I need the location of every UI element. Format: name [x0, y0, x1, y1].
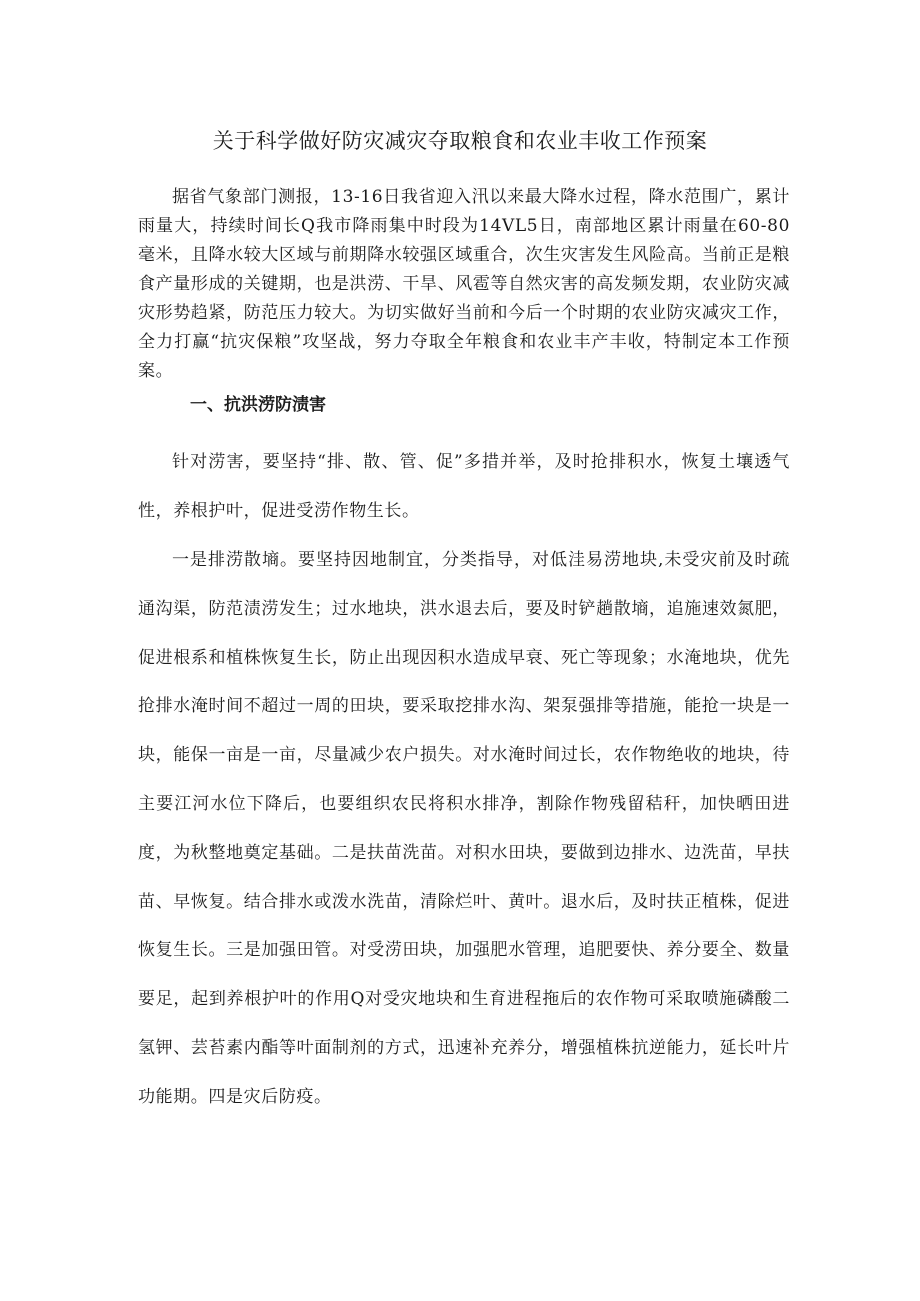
section-heading-flood: 一、抗洪涝防渍害 — [190, 395, 326, 415]
flood-overview-paragraph: 针对涝害，要坚持“排、散、管、促”多措并举，及时抢排积水，恢复土壤透气性，养根护叶，促进受涝作物生长。 — [138, 452, 790, 521]
document-title: 关于科学做好防灾减灾夺取粮食和农业丰收工作预案 — [212, 129, 708, 153]
intro-paragraph: 据省气象部门测报，13-16日我省迎入汛以来最大降水过程，降水范围广，累计雨量大，持续时间长Q我市降雨集中时段为14VL5日，南部地区累计雨量在60-80毫米，且降水较大区域与前期降水较强区域重合，次生灾害发生风险高。当前正是粮食产量形成的关键期，也是洪涝、干旱、风雹等自然灾害的高发频发期，农业防灾减灾形势趋紧，防范压力较大。为切实做好当前和今后一个时期的农业防灾减灾工作，全力打赢“抗灾保粮”攻坚战，努力夺取全年粮食和农业丰产丰收，特制定本工作预案。 — [138, 187, 790, 381]
flood-measures-paragraph: 一是排涝散墒。要坚持因地制宜，分类指导，对低洼易涝地块,未受灾前及时疏通沟渠，防范渍涝发生；过水地块，洪水退去后，要及时铲趟散墒，追施速效氮肥，促进根系和植株恢复生长，防止出现因积水造成早衰、死亡等现象；水淹地块，优先抢排水淹时间不超过一周的田块，要采取挖排水沟、架泵强排等措施，能抢一块是一块，能保一亩是一亩，尽量减少农户损失。对水淹时间过长，农作物绝收的地块，待主要江河水位下降后，也要组织农民将积水排净，割除作物残留秸秆，加快晒田进度，为秋整地奠定基础。二是扶苗洗苗。对积水田块，要做到边排水、边洗苗，早扶苗、早恢复。结合排水或泼水洗苗，清除烂叶、黄叶。退水后，及时扶正植株，促进恢复生长。三是加强田管。对受涝田块，加强肥水管理，追肥要快、养分要全、数量要足，起到养根护叶的作用Q对受灾地块和生育进程拖后的农作物可采取喷施磷酸二氢钾、芸苔素内酯等叶面制剂的方式，迅速补充养分，增强植株抗逆能力，延长叶片功能期。四是灾后防疫。 — [138, 550, 790, 1107]
